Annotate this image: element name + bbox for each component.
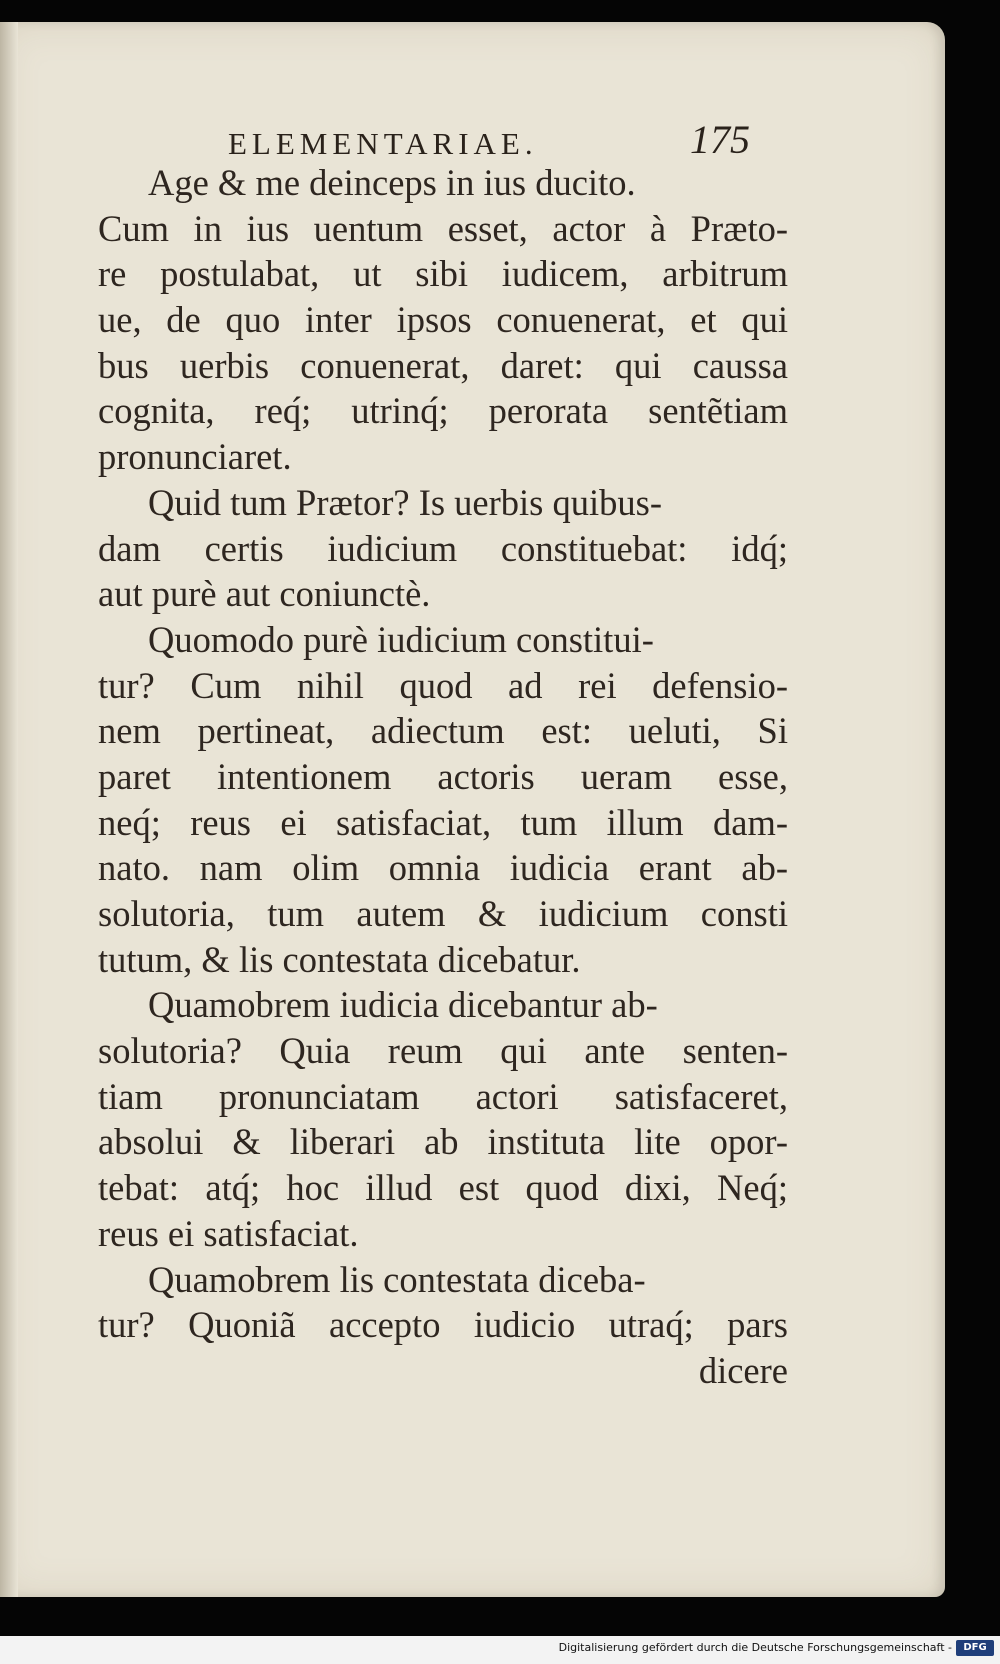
body-text	[98, 160, 788, 1394]
text-line: ue, de quo inter ipsos conuenerat, et qui	[98, 299, 788, 341]
text-line: re postulabat, ut sibi iudicem, arbitrum	[98, 253, 788, 295]
text-line: Cum in ius uentum esset, actor à Præto-	[98, 207, 788, 249]
page-number: 175	[690, 117, 750, 162]
text-line: nem pertineat, adiectum est: ueluti, Si	[98, 710, 788, 752]
page-header	[100, 112, 790, 162]
text-line: Quamobrem iudicia dicebantur ab-	[148, 984, 658, 1026]
book-page	[0, 22, 945, 1597]
text-line: tur? Cum nihil quod ad rei defensio-	[98, 664, 788, 706]
text-line: reus ei satisfaciat.	[98, 1212, 359, 1254]
text-line: Quid tum Prætor? Is uerbis quibus-	[148, 481, 663, 523]
text-line: paret intentionem actoris ueram esse,	[98, 755, 788, 797]
text-line: tur? Quoniã accepto iudicio utraq́; pars	[98, 1304, 788, 1346]
text-line: aut purè aut coniunctè.	[98, 573, 431, 615]
text-line: absolui & liberari ab instituta lite opor-	[98, 1121, 788, 1163]
text-line: Quomodo purè iudicium constitui-	[148, 618, 654, 660]
text-line: tebat: atq́; hoc illud est quod dixi, Neq́;	[98, 1167, 788, 1209]
text-line: bus uerbis conuenerat, daret: qui caussa	[98, 344, 788, 386]
dfg-logo-icon: DFG	[956, 1640, 994, 1656]
text-line: solutoria, tum autem & iudicium consti	[98, 893, 788, 934]
catchword: dicere	[698, 1349, 788, 1391]
text-line: solutoria? Quia reum qui ante senten-	[98, 1030, 788, 1072]
text-line: nato. nam olim omnia iudicia erant ab-	[98, 847, 788, 889]
text-line: neq́; reus ei satisfaciat, tum illum dam-	[98, 801, 788, 843]
digitization-footer	[0, 1636, 1000, 1664]
text-line: tiam pronunciatam actori satisfaceret,	[98, 1075, 788, 1117]
text-line: dam certis iudicium constituebat: idq́;	[98, 527, 788, 569]
text-line: pronunciaret.	[98, 436, 292, 478]
text-line: tutum, & lis contestata dicebatur.	[98, 938, 581, 980]
text-line: cognita, req́; utrinq́; perorata sentẽtiam	[98, 390, 788, 432]
text-line: Quamobrem lis contestata diceba-	[148, 1258, 646, 1300]
text-line: Age & me deinceps in ius ducito.	[148, 162, 636, 203]
running-head: ELEMENTARIAE.	[228, 126, 538, 161]
funding-credit: Digitalisierung gefördert durch die Deutsche Forschungsgemeinschaft -	[558, 1641, 952, 1654]
page-gutter	[0, 22, 18, 1597]
